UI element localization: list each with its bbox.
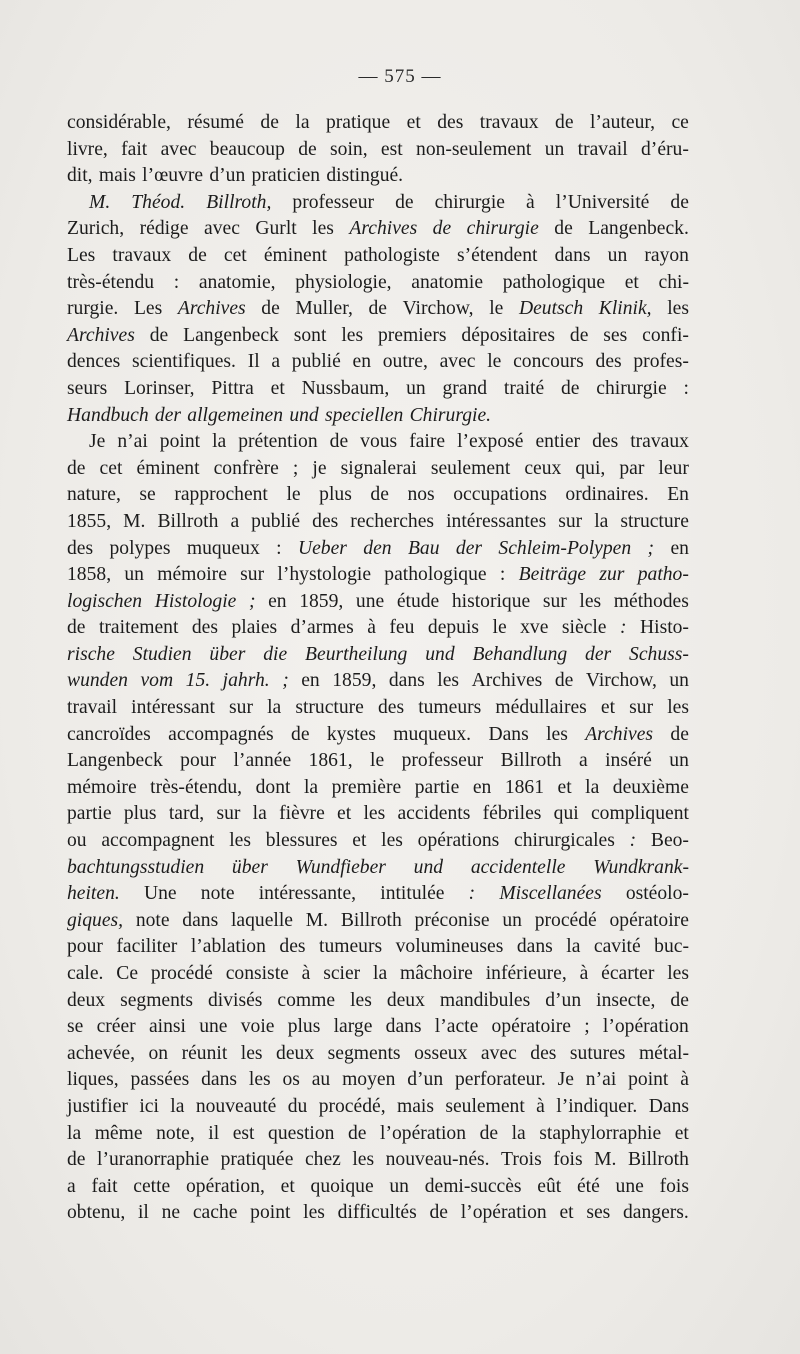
text-line: obtenu, il ne cache point les difficultés de l’opération et ses dangers. [67, 1202, 689, 1224]
text-line: seurs Lorinser, Pittra et Nussbaum, un grand traité de chirurgie : [67, 377, 689, 399]
text-line: Archives de Langenbeck sont les premiers dépositaires de ses confi- [67, 324, 689, 346]
text-line: cancroïdes accompagnés de kystes muqueux. Dans les Archives de [67, 723, 689, 745]
text-line: pour faciliter l’ablation des tumeurs volumineuses dans la cavité buc- [67, 936, 689, 958]
text-line: travail intéressant sur la structure des tumeurs médullaires et sur les [67, 697, 689, 719]
text-line: Handbuch der allgemeinen und speciellen Chirurgie. [67, 404, 492, 426]
text-line: très-étendu : anatomie, physiologie, anatomie pathologique et chi- [67, 271, 689, 293]
text-line: considérable, résumé de la pratique et des travaux de l’auteur, ce [67, 112, 689, 133]
text-line: giques, note dans laquelle M. Billroth préconise un procédé opératoire [67, 909, 689, 931]
text-line: partie plus tard, sur la fièvre et les accidents fébriles qui compliquent [67, 803, 689, 825]
text-line: justifier ici la nouveauté du procédé, mais seulement à l’indiquer. Dans [67, 1095, 689, 1117]
text-line: la même note, il est question de l’opération de la staphylorraphie et [67, 1122, 689, 1144]
text-line: wunden vom 15. jahrh. ; en 1859, dans les Archives de Virchow, un [67, 670, 689, 692]
text-line: se créer ainsi une voie plus large dans l’acte opératoire ; l’opération [67, 1016, 689, 1038]
page-number: — 575 — [358, 66, 442, 87]
text-line: logischen Histologie ; en 1859, une étude historique sur les méthodes [67, 590, 689, 612]
body-text [67, 110, 689, 1227]
text-line: rurgie. Les Archives de Muller, de Virchow, le Deutsch Klinik, les [67, 298, 689, 320]
text-line: ou accompagnent les blessures et les opérations chirurgicales : Beo- [67, 830, 689, 852]
text-line: des polypes muqueux : Ueber den Bau der Schleim-Polypen ; en [67, 537, 689, 559]
text-line: Langenbeck pour l’année 1861, le professeur Billroth a inséré un [67, 750, 689, 772]
text-line: cale. Ce procédé consiste à scier la mâchoire inférieure, à écarter les [67, 963, 689, 984]
text-line: bachtungsstudien über Wundfieber und accidentelle Wundkrank- [67, 856, 689, 878]
text-line: de l’uranorraphie pratiquée chez les nouveau-nés. Trois fois M. Billroth [67, 1149, 689, 1171]
text-line: heiten. Une note intéressante, intitulée : Miscellanées ostéolo- [67, 883, 689, 905]
text-line: Je n’ai point la prétention de vous faire l’exposé entier des travaux [89, 431, 689, 453]
text-line: Les travaux de cet éminent pathologiste s’étendent dans un rayon [67, 244, 689, 266]
text-line: de traitement des plaies d’armes à feu depuis le xve siècle : Histo- [67, 617, 689, 639]
text-line: 1855, M. Billroth a publié des recherches intéressantes sur la structure [67, 510, 689, 532]
text-line: Zurich, rédige avec Gurlt les Archives de chirurgie de Langenbeck. [67, 218, 689, 240]
text-line: liques, passées dans les os au moyen d’un perforateur. Je n’ai point à [67, 1069, 689, 1091]
text-line: dit, mais l’œuvre d’un praticien distingué. [67, 165, 404, 187]
text-line: 1858, un mémoire sur l’hystologie pathologique : Beiträge zur patho- [67, 564, 689, 586]
text-line: deux segments divisés comme les deux mandibules d’un insecte, de [67, 989, 689, 1011]
text-line: achevée, on réunit les deux segments osseux avec des sutures métal- [67, 1042, 689, 1064]
text-line: mémoire très-étendu, dont la première partie en 1861 et la deuxième [67, 776, 689, 798]
text-line: de cet éminent confrère ; je signalerai seulement ceux qui, par leur [67, 457, 689, 479]
text-line: livre, fait avec beaucoup de soin, est non-seulement un travail d’éru- [67, 138, 689, 160]
text-line: a fait cette opération, et quoique un demi-succès eût été une fois [67, 1175, 689, 1197]
text-line: dences scientifiques. Il a publié en outre, avec le concours des profes- [67, 351, 689, 373]
text-line: M. Théod. Billroth, professeur de chirurgie à l’Université de [89, 191, 689, 213]
text-line: rische Studien über die Beurtheilung und Behandlung der Schuss- [67, 643, 689, 665]
text-line: nature, se rapprochent le plus de nos occupations ordinaires. En [67, 484, 689, 506]
